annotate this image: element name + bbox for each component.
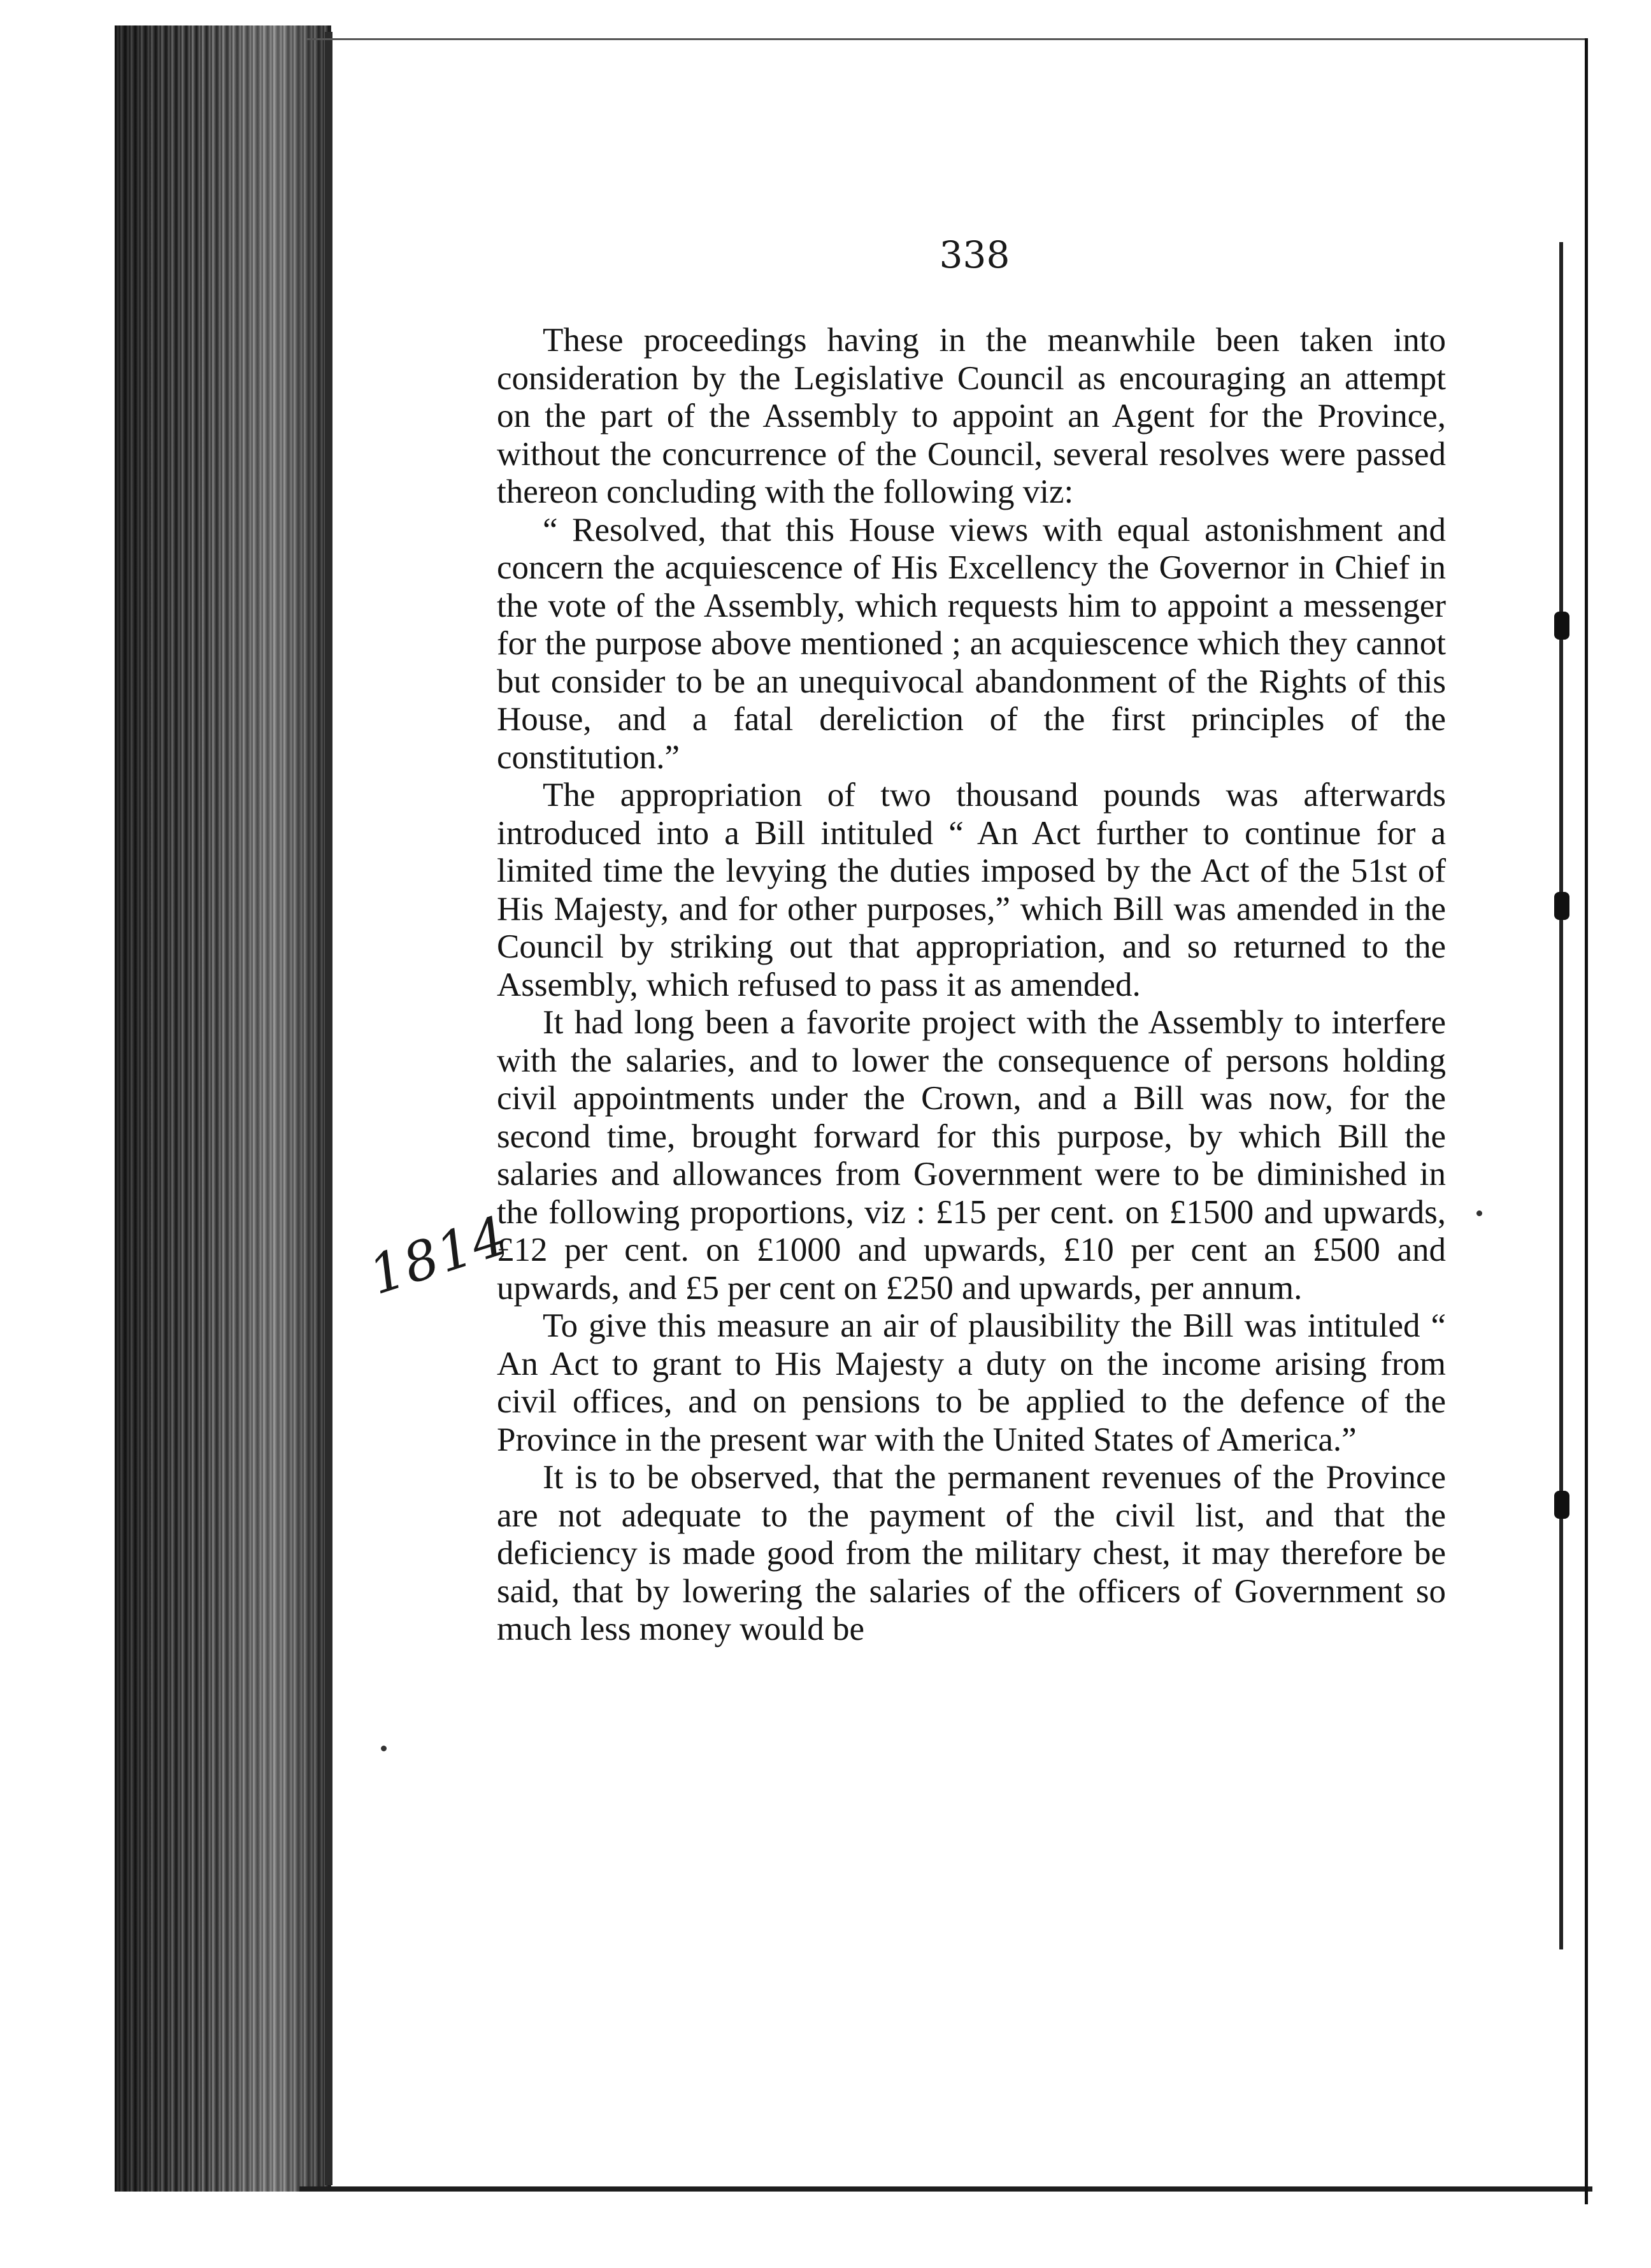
ink-speck	[1476, 1210, 1482, 1216]
paragraph: The appropriation of two thousand pounds was afterwards introduced into a Bill intituled “ An Act further to continue for a limited time the levying the duties imposed by the Act of the 51st of His Majesty, and for other purposes,” which Bill was amended in the Council by striking out that appropriation, and so returned to the Assembly, which refused to pass it as amended.	[497, 777, 1446, 1003]
ink-speck	[381, 1746, 387, 1751]
handwritten-margin-note: 1814	[361, 1203, 515, 1307]
page-number: 338	[939, 233, 1010, 276]
page-bottom-edge	[299, 2186, 1592, 2192]
book-edge-shading	[115, 25, 331, 2192]
binding-stitch	[1554, 1491, 1569, 1519]
page-top-edge	[306, 38, 1586, 40]
page-left-border	[325, 32, 332, 2185]
paragraph: It had long been a favorite project with the Assembly to interfere with the salaries, and to lower the consequence of persons holding civil appointments under the Crown, and a Bill was now, for the second time, brought forward for this purpose, by which Bill the salaries and allowances from Government were to be diminished in the following proportions, viz : £15 per cent. on £1500 and upwards, £12 per cent. on £1000 and upwards, £10 per cent an £500 and upwards, and £5 per cent on £250 and upwards, per annum.	[497, 1004, 1446, 1307]
binding-stitch	[1554, 612, 1569, 640]
binding-thread	[1559, 242, 1563, 1949]
paragraph: It is to be observed, that the permanent revenues of the Province are not adequate to the payment of the civil list, and that the deficiency is made good from the military chest, it may therefore be said, that by lowering the salaries of the officers of Government so much less money would be	[497, 1459, 1446, 1647]
page-body-text	[497, 322, 1446, 1991]
paragraph: These proceedings having in the meanwhile been taken into consideration by the Legislative Council as encouraging an attempt on the part of the Assembly to appoint an Agent for the Province, without the concurrence of the Council, several resolves were passed thereon concluding with the following viz:	[497, 322, 1446, 510]
paragraph: “ Resolved, that this House views with equal astonishment and concern the acquiescence of His Excellency the Governor in Chief in the vote of the Assembly, which requests him to appoint a messenger for the purpose above mentioned ; an acquiescence which they cannot but consider to be an unequivocal abandonment of the Rights of this House, and a fatal dereliction of the first principles of the constitution.”	[497, 511, 1446, 776]
paragraph: To give this measure an air of plausibility the Bill was intituled “ An Act to grant to His Majesty a duty on the income arising from civil offices, and on pensions to be applied to the defence of the Province in the present war with the United States of America.”	[497, 1307, 1446, 1458]
binding-stitch	[1554, 892, 1569, 920]
scan-right-border	[1585, 38, 1588, 2204]
